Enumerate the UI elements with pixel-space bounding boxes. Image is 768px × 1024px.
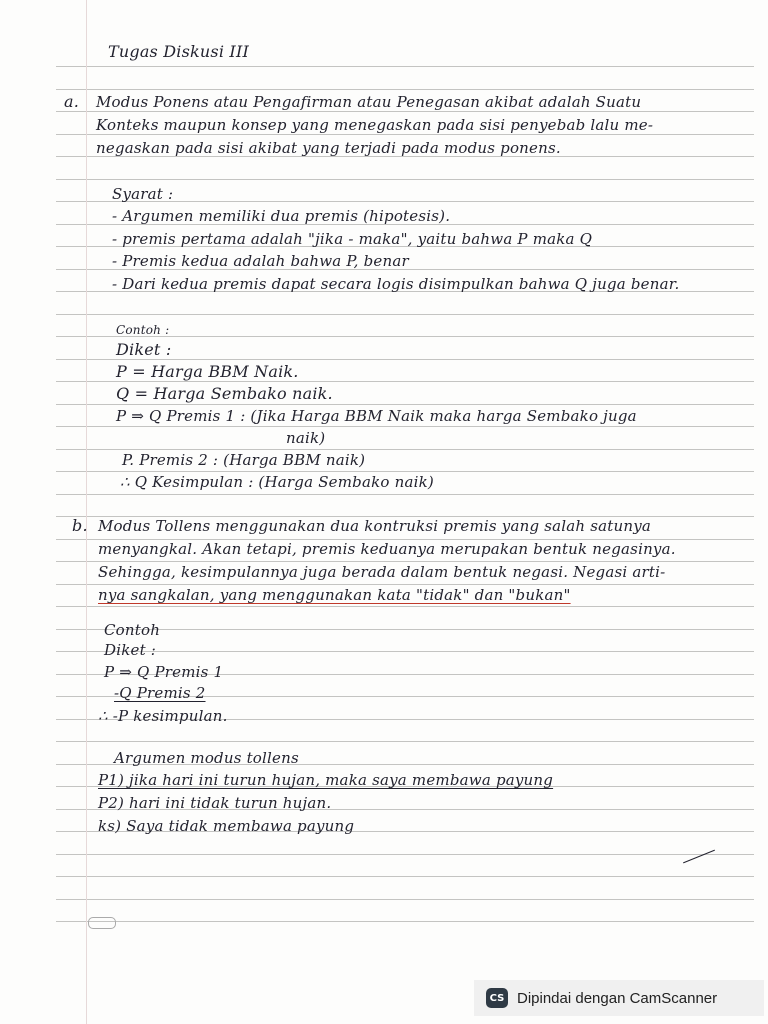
modus-ponens-conclusion: ∴ Q Kesimpulan : (Harga Sembako naik) (120, 473, 434, 491)
ruled-line (56, 876, 754, 877)
contoh-b-heading: Contoh (104, 621, 161, 639)
syarat-item-2: - premis pertama adalah "jika - maka", yaitu bahwa P maka Q (112, 230, 593, 248)
definition-q: Q = Harga Sembako naik. (116, 384, 333, 403)
ruled-line (56, 404, 754, 405)
ruled-line (56, 921, 754, 922)
modus-tollens-conclusion: ∴ -P kesimpulan. (98, 707, 228, 725)
ruled-line (56, 899, 754, 900)
section-a-line-2: Konteks maupun konsep yang menegaskan pada sisi penyebab lalu me- (96, 116, 654, 134)
section-b-line-4: nya sangkalan, yang menggunakan kata "tidak" dan "bukan" (98, 586, 571, 604)
ruled-line (56, 651, 754, 652)
ruled-line (56, 854, 754, 855)
section-b-line-2: menyangkal. Akan tetapi, premis keduanya merupakan bentuk negasinya. (98, 540, 676, 558)
argumen-item-3: ks) Saya tidak membawa payung (98, 817, 355, 835)
syarat-item-4: - Dari kedua premis dapat secara logis disimpulkan bahwa Q juga benar. (112, 275, 680, 293)
camscanner-logo: CS (486, 988, 508, 1008)
modus-ponens-premis-1: P ⇒ Q Premis 1 : (Jika Harga BBM Naik maka harga Sembako juga (116, 407, 637, 425)
scanner-watermark (474, 980, 764, 1016)
ruled-line (56, 179, 754, 180)
page-margin-line (86, 0, 87, 1024)
section-a-line-1: Modus Ponens atau Pengafirman atau Penegasan akibat adalah Suatu (96, 93, 642, 111)
syarat-heading: Syarat : (112, 185, 174, 203)
ruled-line (56, 89, 754, 90)
argumen-heading: Argumen modus tollens (114, 749, 299, 767)
camscanner-text: Dipindai dengan CamScanner (517, 989, 718, 1007)
ruled-line (56, 629, 754, 630)
modus-ponens-premis-1-cont: naik) (286, 429, 326, 447)
argumen-item-2: P2) hari ini tidak turun hujan. (98, 794, 332, 812)
page-footer-mark (88, 917, 116, 929)
ruled-line (56, 426, 754, 427)
ruled-line (56, 494, 754, 495)
ruled-line (56, 741, 754, 742)
section-b-line-1: Modus Tollens menggunakan dua kontruksi premis yang salah satunya (98, 517, 652, 535)
ruled-line (56, 606, 754, 607)
modus-tollens-premis-1: P ⇒ Q Premis 1 (104, 663, 224, 681)
diket-b-heading: Diket : (104, 641, 157, 659)
syarat-item-1: - Argumen memiliki dua premis (hipotesis). (112, 207, 451, 225)
modus-tollens-premis-2: -Q Premis 2 (114, 684, 206, 702)
contoh-a-heading: Contoh : (116, 323, 170, 337)
section-b-line-3: Sehingga, kesimpulannya juga berada dalam bentuk negasi. Negasi arti- (98, 563, 666, 581)
ruled-line (56, 314, 754, 315)
ruled-line (56, 66, 754, 67)
diket-a-heading: Diket : (116, 340, 172, 359)
page-title: Tugas Diskusi III (108, 42, 249, 61)
section-a-label: a. (64, 92, 80, 111)
ink-stroke (683, 850, 715, 864)
definition-p: P = Harga BBM Naik. (116, 362, 299, 381)
argumen-item-1: P1) jika hari ini turun hujan, maka saya membawa payung (98, 771, 554, 789)
modus-ponens-premis-2: P. Premis 2 : (Harga BBM naik) (122, 451, 366, 469)
section-b-label: b. (72, 516, 88, 535)
syarat-item-3: - Premis kedua adalah bahwa P, benar (112, 252, 409, 270)
section-a-line-3: negaskan pada sisi akibat yang terjadi pada modus ponens. (96, 139, 561, 157)
